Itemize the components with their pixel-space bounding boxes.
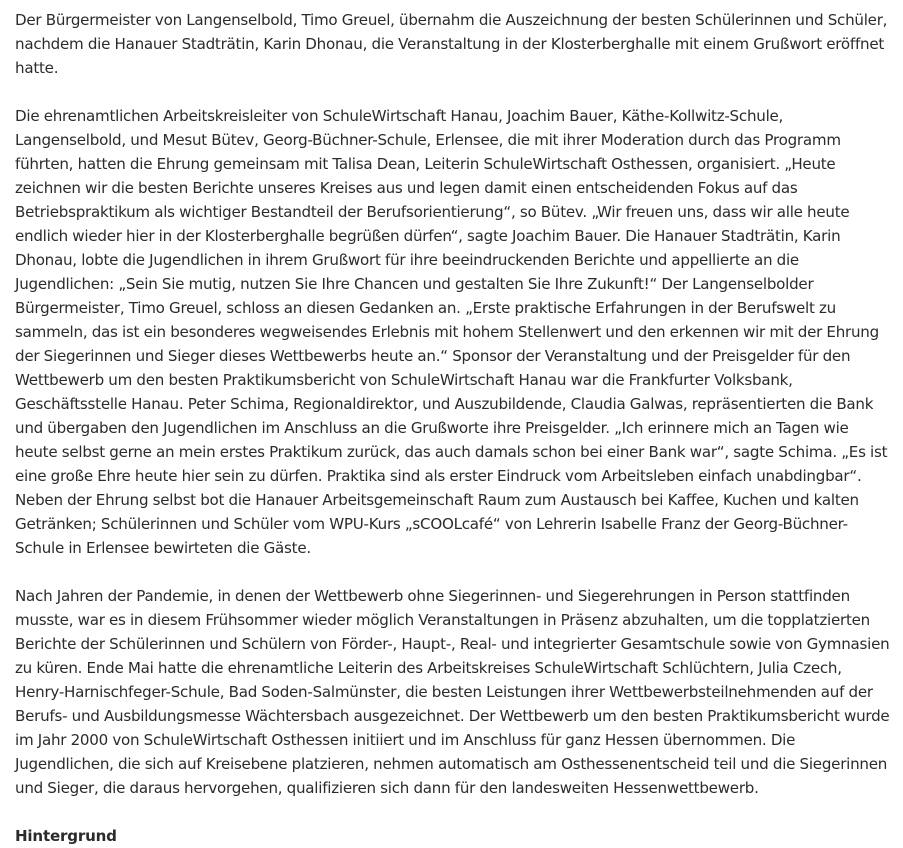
article-paragraph-3: Nach Jahren der Pandemie, in denen der Wettbewerb ohne Siegerinnen- und Siegerehrungen in Person stattfinden musste, war es in diesem Frühsommer wieder möglich Veranstaltungen in Präsenz abzuhalten, um die topplatzierten Berichte der Schülerinnen und Schülern von Förder-, Haupt-, Real- und integrierter Gesamtschule sowie von Gymnasien zu küren. Ende Mai hatte die ehrenamtliche Leiterin des Arbeitskreises SchuleWirtschaft Schlüchtern, Julia Czech, Henry-Harnischfeger-Schule, Bad Soden-Salmünster, die besten Leistungen ihrer Wettbewerbsteilnehmenden auf der Berufs- und Ausbildungsmesse Wächtersbach ausgezeichnet. Der Wettbewerb um den besten Praktikumsbericht wurde im Jahr 2000 von SchuleWirtschaft Osthessen initiiert und im Anschluss für ganz Hessen übernommen. Die Jugendlichen, die sich auf Kreisebene platzieren, nehmen automatisch am Osthessenentscheid teil und die Siegerinnen und Sieger, die daraus hervorgehen, qualifizieren sich dann für den landesweiten Hessenwettbewerb.	[15, 587, 890, 797]
article-paragraph-2: Die ehrenamtlichen Arbeitskreisleiter von SchuleWirtschaft Hanau, Joachim Bauer, Käthe-Kollwitz-Schule, Langenselbold, und Mesut Bütev, Georg-Büchner-Schule, Erlensee, die mit ihrer Moderation durch das Programm führten, hatten die Ehrung gemeinsam mit Talisa Dean, Leiterin SchuleWirtschaft Osthessen, organisiert. „Heute zeichnen wir die besten Berichte unseres Kreises aus und legen damit einen entscheidenden Fokus auf das Betriebspraktikum als wichtiger Bestandteil der Berufsorientierung“, so Bütev. „Wir freuen uns, dass wir alle heute endlich wieder hier in der Klosterberghalle begrüßen dürfen“, sagte Joachim Bauer. Die Hanauer Stadträtin, Karin Dhonau, lobte die Jugendlichen in ihrem Grußwort für ihre beeindruckenden Berichte und appellierte an die Jugendlichen: „Sein Sie mutig, nutzen Sie Ihre Chancen und gestalten Sie Ihre Zukunft!“ Der Langenselbolder Bürgermeister, Timo Greuel, schloss an diesen Gedanken an. „Erste praktische Erfahrungen in der Berufswelt zu sammeln, das ist ein besonderes wegweisendes Erlebnis mit hohem Stellenwert und den erkennen wir mit der Ehrung der Siegerinnen und Sieger dieses Wettbewerbs heute an.“ Sponsor der Veranstaltung und der Preisgelder für den Wettbewerb um den besten Praktikumsbericht von SchuleWirtschaft Hanau war die Frankfurter Volksbank, Geschäftsstelle Hanau. Peter Schima, Regionaldirektor, und Auszubildende, Claudia Galwas, repräsentierten die Bank und übergaben den Jugendlichen im Anschluss an die Grußworte ihre Preisgelder. „Ich erinnere mich an Tagen wie heute selbst gerne an mein erstes Praktikum zurück, das auch damals schon bei einer Bank war“, sagte Schima. „Es ist eine große Ehre heute hier sein zu dürfen. Praktika sind als erster Eindruck vom Arbeitsleben einfach unabdingbar“. Neben der Ehrung selbst bot die Hanauer Arbeitsgemeinschaft Raum zum Austausch bei Kaffee, Kuchen und kalten Getränken; Schülerinnen und Schüler vom WPU-Kurs „sCOOLcafé“ von Lehrerin Isabelle Franz der Georg-Büchner-Schule in Erlensee bewirteten die Gäste.	[15, 107, 888, 557]
section-heading-hintergrund: Hintergrund	[15, 827, 117, 845]
article-paragraph-1: Der Bürgermeister von Langenselbold, Timo Greuel, übernahm die Auszeichnung der besten Schülerinnen und Schüler, nachdem die Hanauer Stadträtin, Karin Dhonau, die Veranstaltung in der Klosterberghalle mit einem Grußwort eröffnet hatte.	[15, 11, 888, 77]
